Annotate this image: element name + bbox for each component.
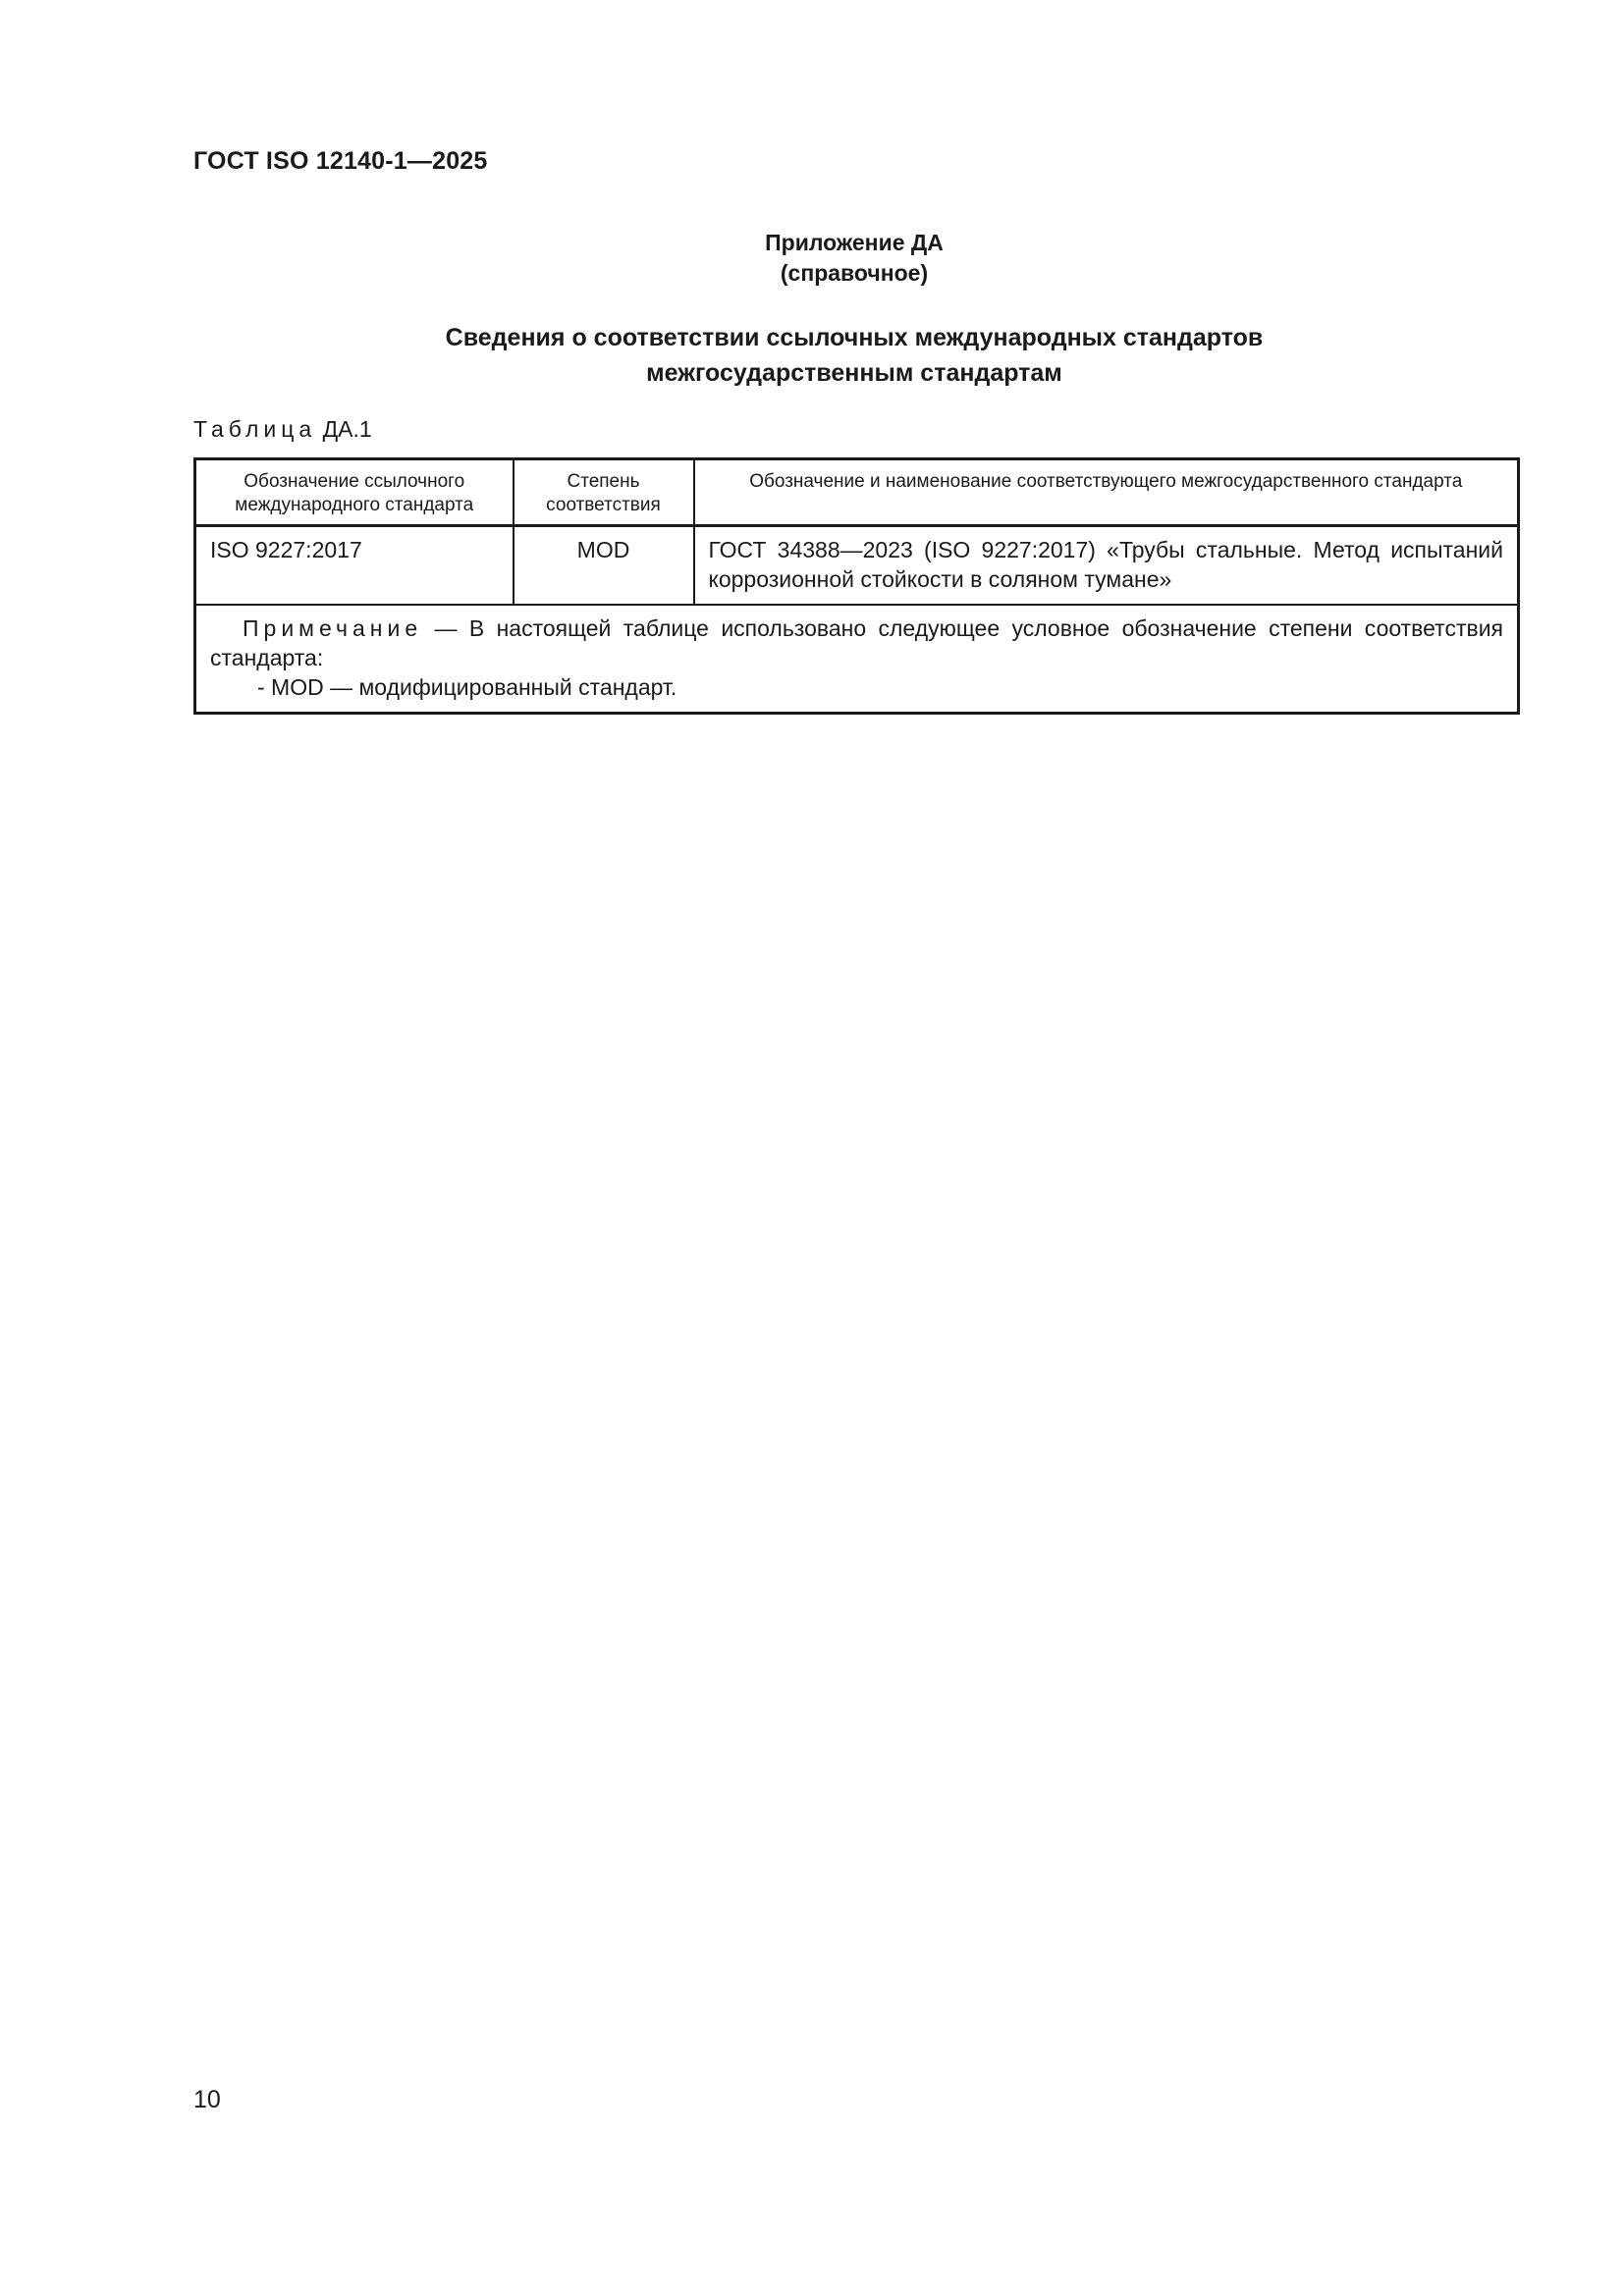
cell-interstate-standard: ГОСТ 34388—2023 (ISO 9227:2017) «Трубы стальные. Метод испытаний коррозионной стойкости в соляном тумане» <box>694 526 1519 606</box>
annex-title: Приложение ДА <box>765 230 944 255</box>
table-header-row <box>195 459 1519 526</box>
document-code-header: ГОСТ ISO 12140-1—2025 <box>193 147 488 175</box>
table-caption-word: Таблица <box>193 416 317 442</box>
correspondence-table <box>193 457 1520 715</box>
table-row <box>195 526 1519 606</box>
annex-status: (справочное) <box>780 260 929 286</box>
table-note-row <box>195 605 1519 714</box>
page-number: 10 <box>193 2086 221 2113</box>
table-caption <box>193 416 372 443</box>
annex-heading <box>0 228 1624 289</box>
note-label: Примечание <box>243 615 423 641</box>
note-list-item: - MOD — модифицированный стандарт. <box>257 674 677 700</box>
table-note <box>195 605 1519 714</box>
note-text: — В настоящей таблице использовано следующее условное обозначение степени соответствия стандарта: <box>210 615 1503 670</box>
header-international-standard: Обозначение ссылочного международного стандарта <box>195 459 514 526</box>
header-interstate-standard: Обозначение и наименование соответствующего межгосударственного стандарта <box>694 459 1519 526</box>
section-title <box>0 320 1624 391</box>
section-title-line-1: Сведения о соответствии ссылочных международных стандартов <box>445 324 1264 351</box>
cell-international-standard: ISO 9227:2017 <box>195 526 514 606</box>
section-title-line-2: межгосударственным стандартам <box>646 359 1062 387</box>
cell-degree-of-correspondence: MOD <box>514 526 694 606</box>
table-caption-number: ДА.1 <box>322 416 372 442</box>
header-degree-of-correspondence: Степень соответствия <box>514 459 694 526</box>
